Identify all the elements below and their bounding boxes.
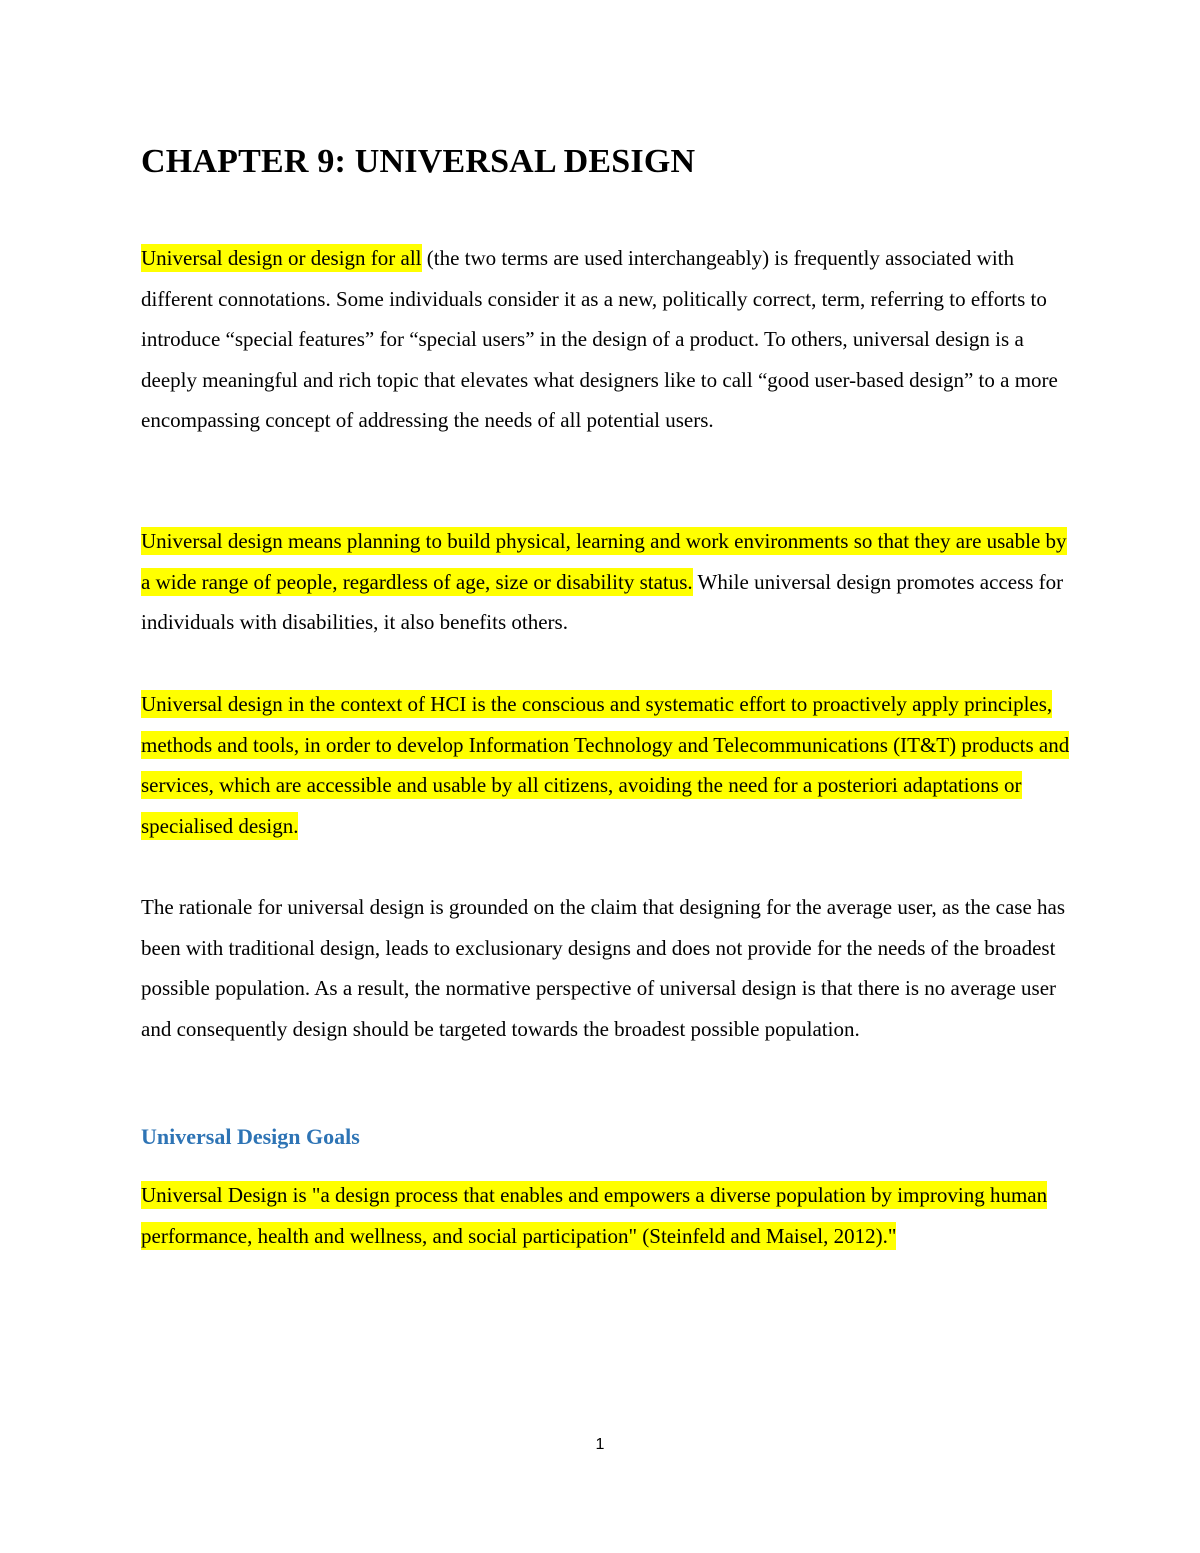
paragraph-universal-design-meaning (141, 521, 1081, 643)
highlighted-text: Universal design means planning to build physical, learning and work environments so that they are usable by a wide range of people, regardless of age, size or disability status. (141, 529, 1067, 594)
page-number: 1 (595, 1436, 605, 1453)
highlighted-text: Universal design in the context of HCI is the conscious and systematic effort to proactively apply principles, methods and tools, in order to develop Information Technology and Telecommunications (IT&T) products and services, which are accessible and usable by all citizens, avoiding the need for a posteriori adaptations or specialised design. (141, 692, 1070, 838)
paragraph-rationale (141, 887, 1081, 1049)
paragraph-text: While universal design promotes access for individuals with disabilities, it also benefits others. (141, 569, 1064, 635)
section-heading-goals: Universal Design Goals (141, 1124, 360, 1149)
paragraph-universal-design-definition (141, 238, 1081, 441)
highlighted-text: Universal design or design for all (141, 246, 422, 270)
chapter-title: CHAPTER 9: UNIVERSAL DESIGN (141, 143, 696, 180)
paragraph-text: The rationale for universal design is grounded on the claim that designing for the average user, as the case has been with traditional design, leads to exclusionary designs and does not provide for the needs of the broadest possible population. As a result, the normative perspective of universal design is that there is no average user and consequently design should be targeted towards the broadest possible population. (141, 895, 1066, 1041)
paragraph-text: (the two terms are used interchangeably) is frequently associated with different connotations. Some individuals consider it as a new, politically correct, term, referring to efforts to introduce “special features” for “special users” in the design of a product. To others, universal design is a deeply meaningful and rich topic that elevates what designers like to call “good user-based design” to a more encompassing concept of addressing the needs of all potential users. (141, 246, 1058, 433)
paragraph-goals-definition (141, 1175, 1081, 1256)
highlighted-text: Universal Design is "a design process that enables and empowers a diverse population by improving human performance, health and wellness, and social participation" (Steinfeld and Maisel, 2012)." (141, 1183, 1048, 1248)
paragraph-universal-design-hci (141, 684, 1081, 846)
